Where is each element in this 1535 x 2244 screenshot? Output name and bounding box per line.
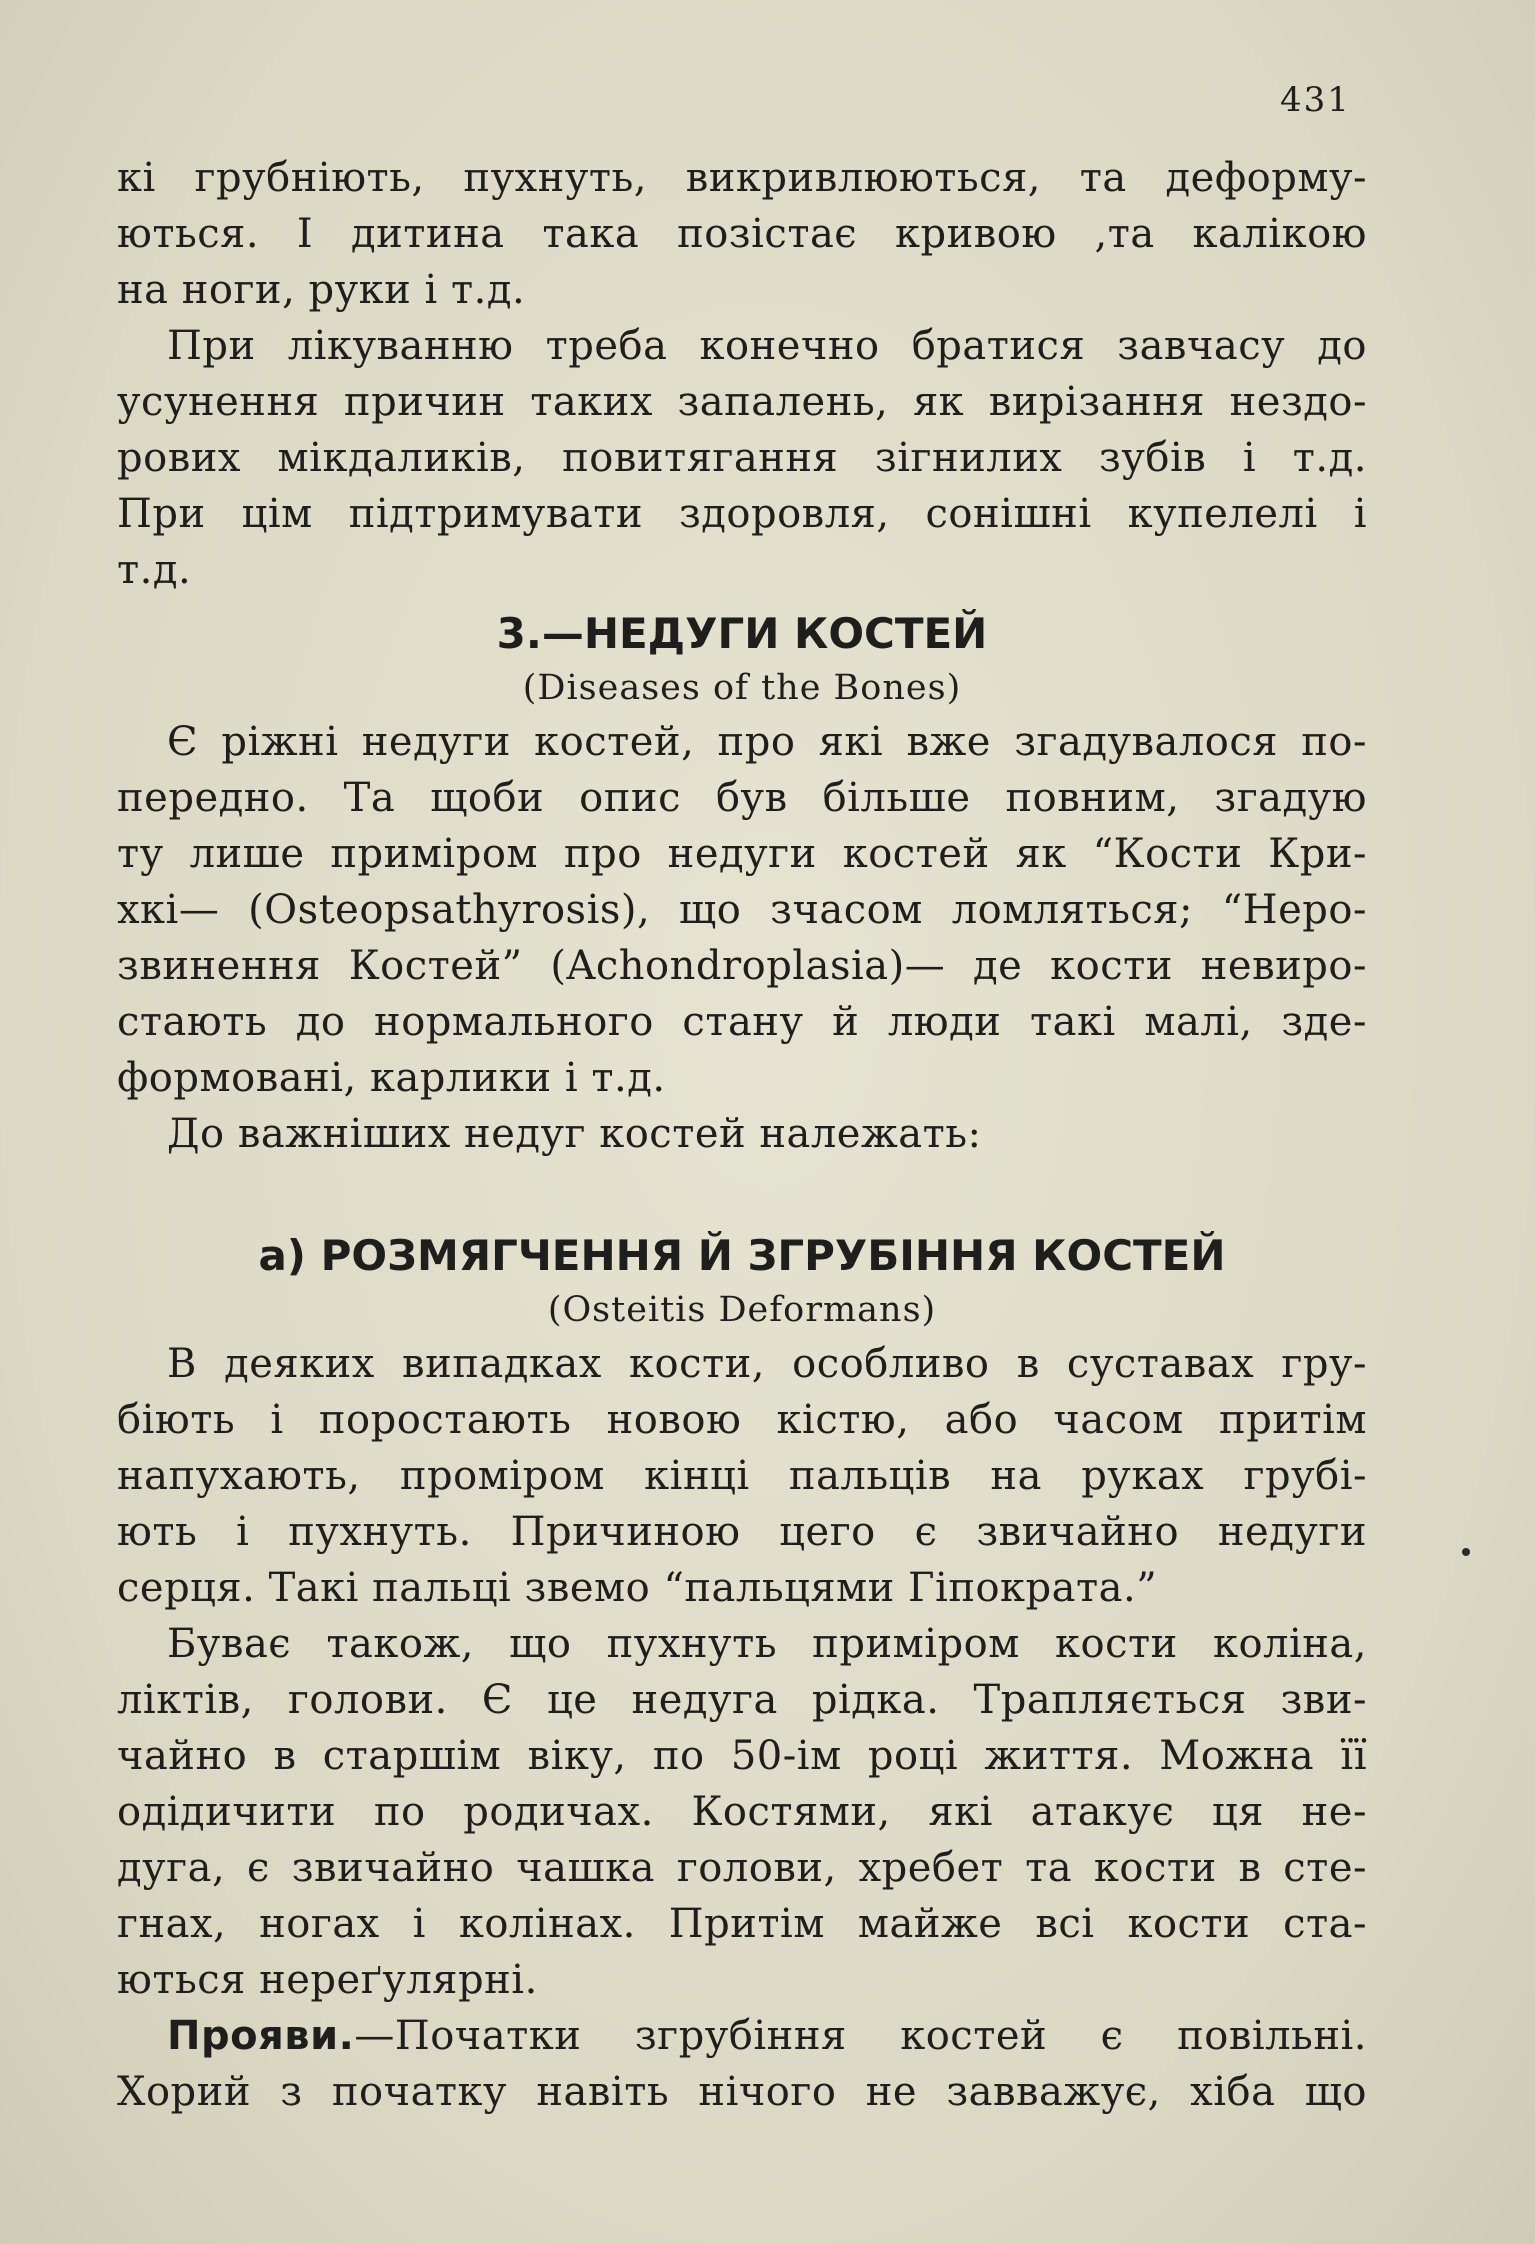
text-line: на ноги, руки і т.д. [117, 267, 526, 313]
text-line: усунення причин таких запалень, як вирізання нездо- [117, 379, 1367, 425]
text-line: До важніших недуг костей належать: [167, 1111, 982, 1157]
text-line: При лікуванню треба конечно братися завчасу до [167, 323, 1367, 369]
symptoms-text: —Початки згрубіння костей є повільні. [354, 2013, 1367, 2059]
text-line: ту лише приміром про недуги костей як “Кости Кри- [117, 831, 1367, 877]
section-subtitle: (Diseases of the Bones) [522, 668, 962, 708]
text-line: одідичити по родичах. Костями, які атакує ця не- [117, 1789, 1367, 1835]
page-number: 431 [1280, 80, 1351, 120]
section-heading: 3.—НЕДУГИ КОСТЕЙ [496, 609, 988, 658]
text-line: чайно в старшім віку, по 50-ім році життя. Можна її [117, 1733, 1367, 1779]
paragraph-intro-list [117, 1106, 1367, 1162]
text-line: ліктів, голови. Є це недуга рідка. Трапляється зви- [117, 1677, 1367, 1723]
text-line: В деяких випадках кости, особливо в суставах гру- [167, 1341, 1367, 1387]
text-line: ються. І дитина така позістає кривою ,та калікою [117, 211, 1367, 257]
text-line: Хорий з початку навіть нічого не завважує, хіба що [117, 2069, 1367, 2115]
text-line: гнах, ногах і колінах. Притім майже всі кости ста- [117, 1901, 1367, 1947]
text-line: Буває також, що пухнуть приміром кости коліна, [167, 1621, 1367, 1667]
text-line: хкі— (Osteopsathyrosis), що зчасом ломляться; “Неро- [117, 887, 1367, 933]
text-line: ються нереґулярні. [117, 1957, 538, 2003]
paragraph-swelling [117, 1616, 1367, 2008]
text-line: Є ріжні недуги костей, про які вже згадувалося по- [167, 719, 1367, 765]
text-line: рових мікдаликів, повитягання зігнилих зубів і т.д. [117, 435, 1367, 481]
text-line: т.д. [117, 547, 192, 593]
paragraph-bone-diseases [117, 714, 1367, 1106]
paragraph-treatment [117, 318, 1367, 598]
print-speck [1462, 1548, 1470, 1556]
text-line: стають до нормального стану й люди такі малі, зде- [117, 999, 1367, 1045]
paragraph-osteitis [117, 1336, 1367, 1616]
text-line: формовані, карлики і т.д. [117, 1055, 666, 1101]
paragraph-symptoms [117, 2008, 1367, 2120]
text-line: дуга, є звичайно чашка голови, хребет та кости в сте- [117, 1845, 1367, 1891]
subsection-subtitle: (Osteitis Deformans) [547, 1290, 937, 1330]
text-line: ють і пухнуть. Причиною цего є звичайно недуги [117, 1509, 1367, 1555]
text-line: передно. Та щоби опис був більше повним, згадую [117, 775, 1367, 821]
subsection-heading: а) РОЗМЯГЧЕННЯ Й ЗГРУБІННЯ КОСТЕЙ [258, 1231, 1226, 1280]
text-line: біють і поростають новою кістю, або часом притім [117, 1397, 1367, 1443]
text-line: При цім підтримувати здоровля, сонішні купелелі і [117, 491, 1367, 537]
text-line: напухають, проміром кінці пальців на руках грубі- [117, 1453, 1367, 1499]
paragraph-continuation [117, 150, 1367, 318]
text-line: звинення Костей” (Achondroplasia)— де кости невиро- [117, 943, 1367, 989]
text-line [117, 2008, 1367, 2064]
text-line: кі грубніють, пухнуть, викривлюються, та деформу- [117, 155, 1367, 201]
page-body [117, 150, 1367, 2120]
text-line: серця. Такі пальці звемо “пальцями Гіпократа.” [117, 1565, 1158, 1611]
symptoms-lead: Прояви. [167, 2013, 355, 2059]
